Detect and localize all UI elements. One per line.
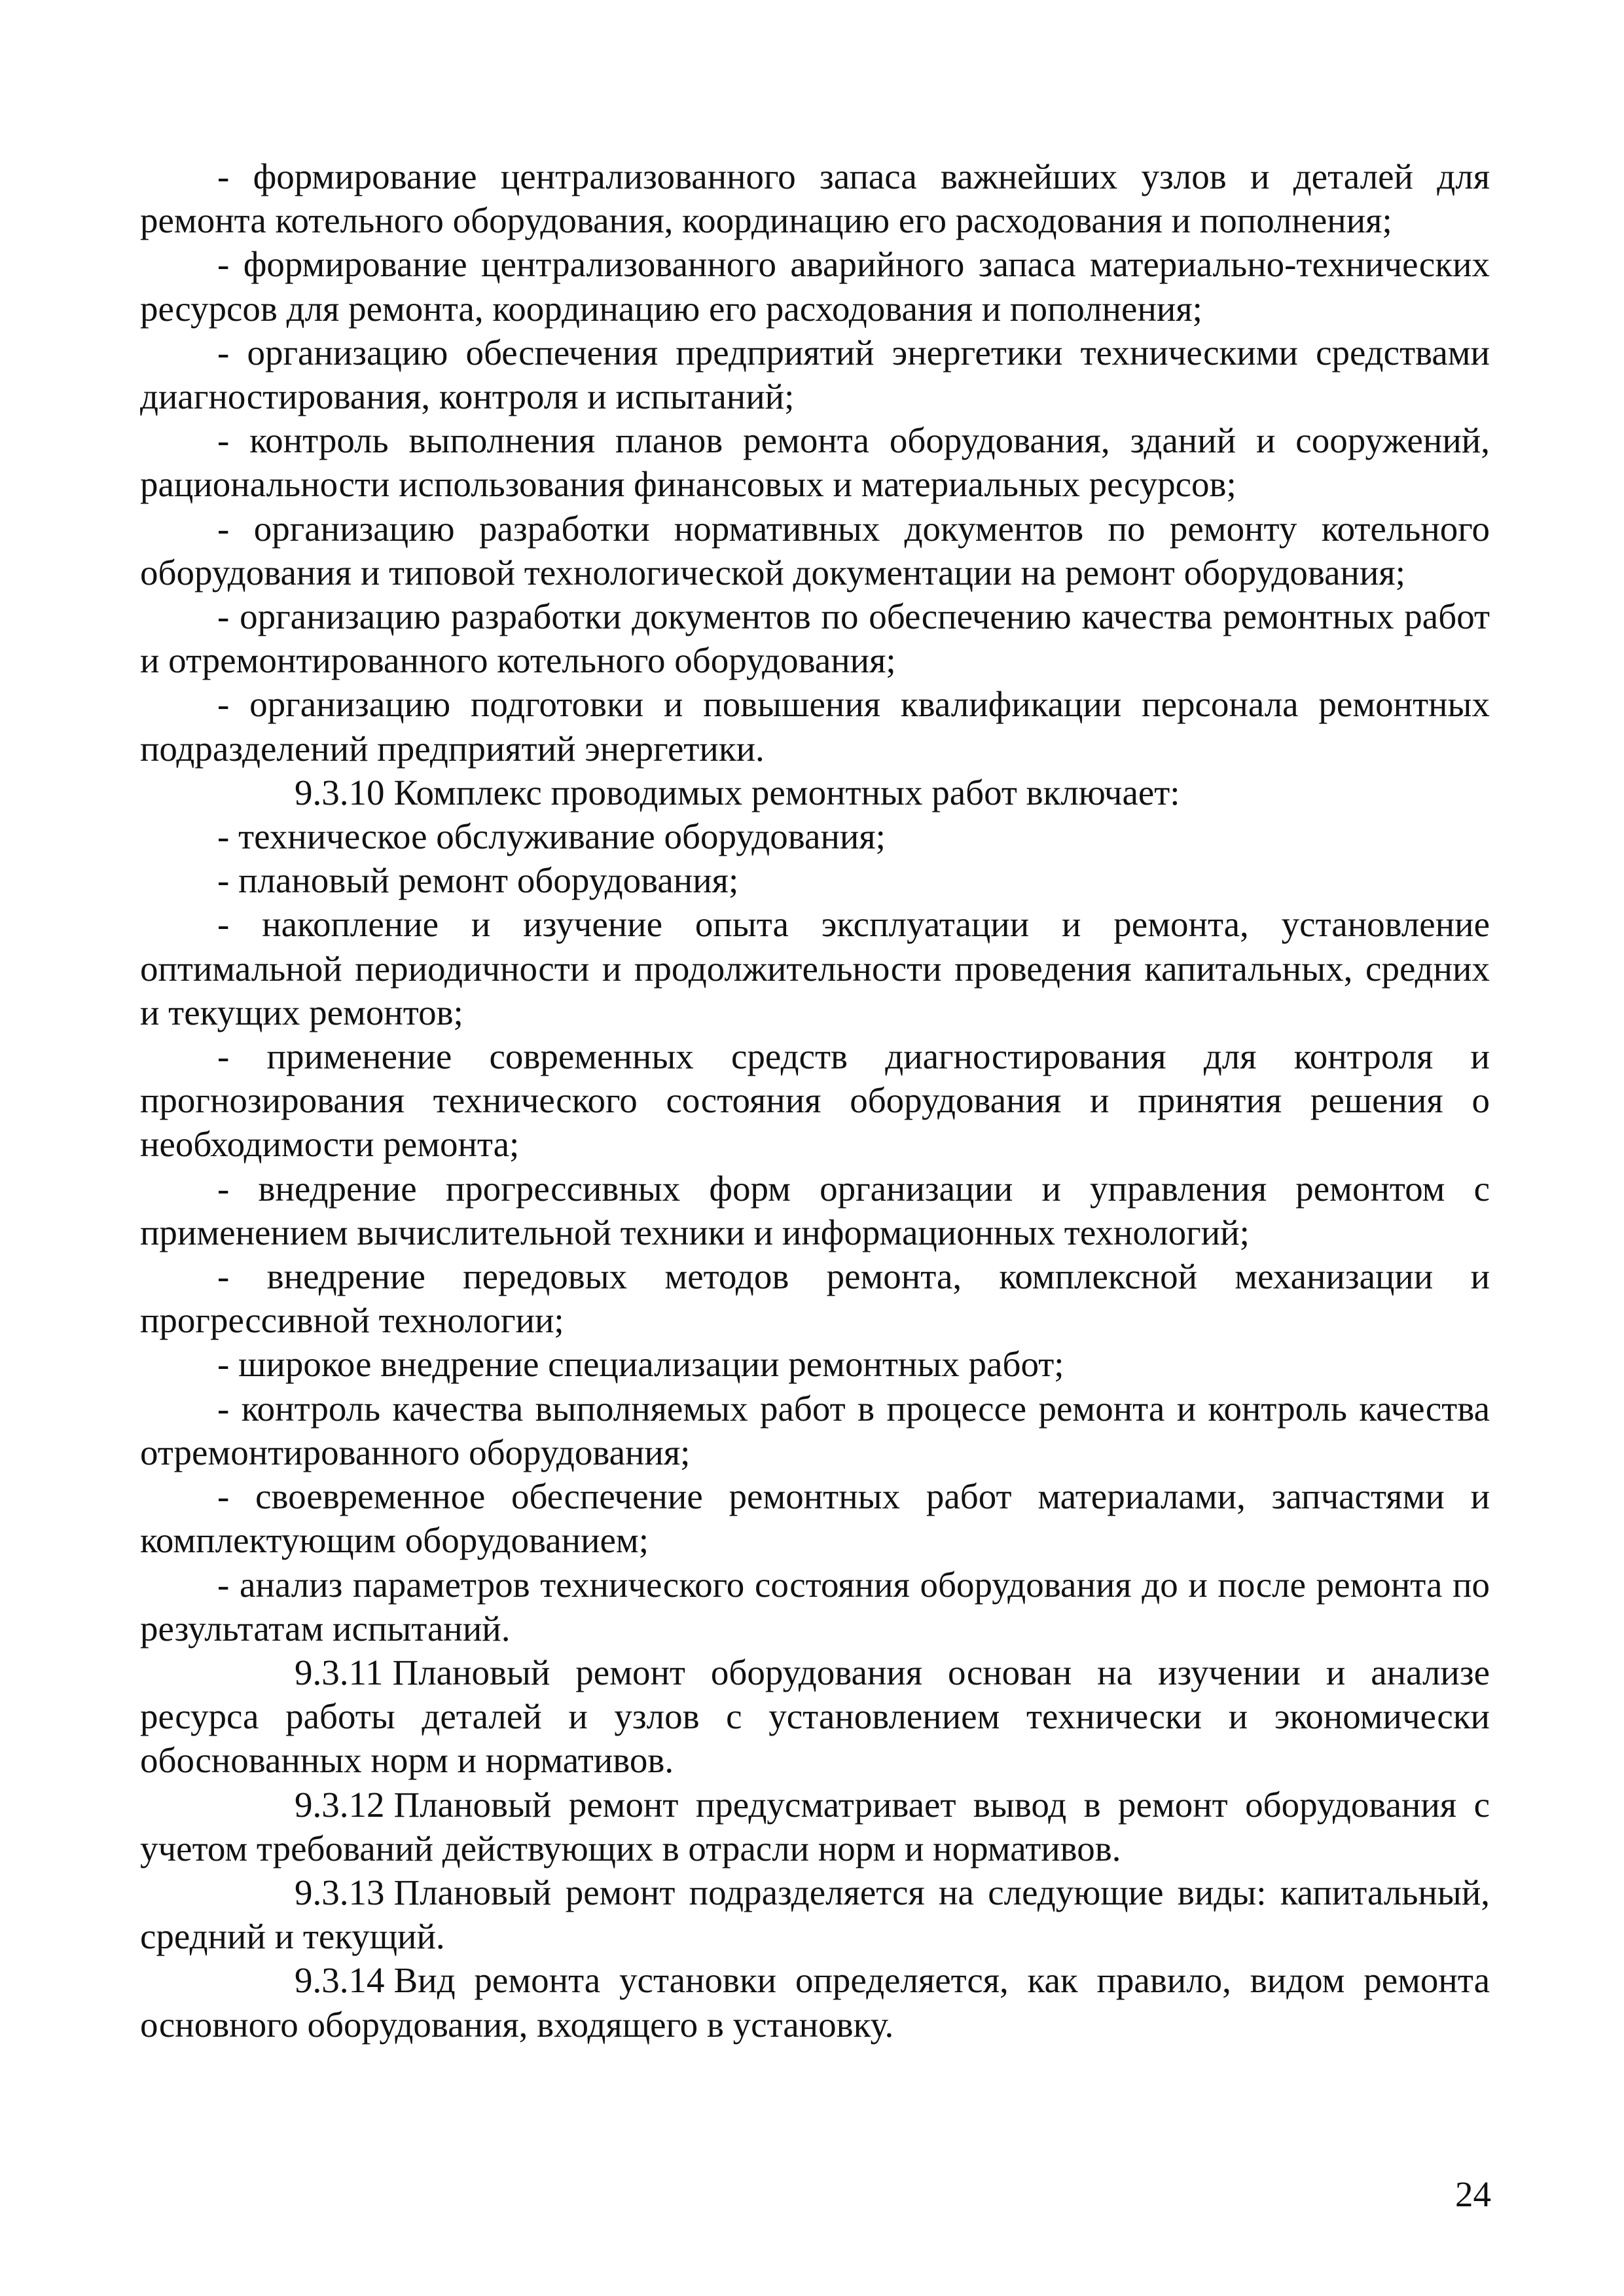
paragraph-text: контроль выполнения планов ремонта оборудования, зданий и сооружений, рациональности использования финансовых и материальных ресурсов; [140,420,1490,505]
section-9-3-10 [140,771,1490,814]
bullet-marker: - [217,1168,230,1209]
bullet-paragraph [140,155,1490,242]
bullet-marker: - [217,860,230,901]
bullet-paragraph [140,331,1490,418]
bullet-paragraph [140,418,1490,506]
bullet-paragraph [140,1254,1490,1342]
paragraph-text: формирование централизованного аварийного запаса материально-технических ресурсов для ремонта, координацию его расходования и пополнения; [140,244,1490,329]
bullet-marker: - [217,596,230,637]
section-number: 9.3.14 [295,1960,385,2001]
bullet-marker: - [217,156,230,196]
paragraph-text: внедрение прогрессивных форм организации и управления ремонтом с применением вычислительной техники и информационных технологий; [140,1168,1490,1252]
bullet-paragraph [140,902,1490,1034]
paragraph-text: Плановый ремонт подразделяется на следующие виды: капитальный, средний и текущий. [140,1872,1490,1957]
section-number: 9.3.11 [295,1652,384,1692]
bullet-marker: - [217,904,230,945]
bullet-marker: - [217,1256,230,1297]
bullet-marker: - [217,1388,230,1429]
bullet-marker: - [217,420,230,461]
page-number: 24 [1455,2174,1491,2214]
paragraph-text: формирование централизованного запаса важнейших узлов и деталей для ремонта котельного оборудования, координацию его расходования и пополнения; [140,156,1490,241]
bullet-paragraph [140,1563,1490,1650]
paragraph-text: накопление и изучение опыта эксплуатации и ремонта, установление оптимальной периодичности и продолжительности проведения капитальных, средних и текущих ремонтов; [140,904,1490,1032]
bullet-marker: - [217,1564,230,1605]
paragraph-text: Комплекс проводимых ремонтных работ включает: [393,772,1180,812]
bullet-paragraph [140,814,1490,858]
bullet-marker: - [217,1036,230,1077]
section-number: 9.3.13 [295,1872,385,1912]
bullet-paragraph [140,1034,1490,1167]
paragraph-text: техническое обслуживание оборудования; [238,816,886,857]
bullet-marker: - [217,332,230,373]
bullet-paragraph [140,242,1490,330]
bullet-paragraph [140,858,1490,902]
section-number: 9.3.12 [295,1784,385,1825]
paragraph-text: Вид ремонта установки определяется, как правило, видом ремонта основного оборудования, входящего в установку. [140,1960,1490,2045]
section-9-3-14 [140,1958,1490,2046]
bullet-paragraph [140,1342,1490,1386]
paragraph-text: внедрение передовых методов ремонта, комплексной механизации и прогрессивной технологии; [140,1256,1490,1341]
section-number: 9.3.10 [295,772,385,812]
bullet-marker: - [217,684,230,725]
bullet-marker: - [217,1344,230,1385]
paragraph-text: организацию разработки документов по обеспечению качества ремонтных работ и отремонтированного котельного оборудования; [140,596,1490,681]
paragraph-text: контроль качества выполняемых работ в процессе ремонта и контроль качества отремонтированного оборудования; [140,1388,1490,1472]
bullet-paragraph [140,1387,1490,1474]
paragraph-text: организацию разработки нормативных документов по ремонту котельного оборудования и типовой технологической документации на ремонт оборудования; [140,508,1490,592]
bullet-marker: - [217,1476,230,1517]
paragraph-text: плановый ремонт оборудования; [238,860,739,901]
paragraph-text: организацию обеспечения предприятий энергетики техническими средствами диагностирования, контроля и испытаний; [140,332,1490,417]
bullet-marker: - [217,816,230,857]
paragraph-text: широкое внедрение специализации ремонтных работ; [238,1344,1064,1385]
bullet-paragraph [140,594,1490,682]
paragraph-text: Плановый ремонт предусматривает вывод в ремонт оборудования с учетом требований действующих в отрасли норм и нормативов. [140,1784,1490,1868]
bullet-paragraph [140,1474,1490,1562]
section-9-3-12 [140,1783,1490,1870]
paragraph-text: применение современных средств диагностирования для контроля и прогнозирования технического состояния оборудования и принятия решения о необходимости ремонта; [140,1036,1490,1165]
bullet-marker: - [217,244,230,285]
section-9-3-13 [140,1870,1490,1958]
bullet-paragraph [140,507,1490,594]
paragraph-text: своевременное обеспечение ремонтных работ материалами, запчастями и комплектующим оборудованием; [140,1476,1490,1561]
document-body [140,155,1490,2047]
paragraph-text: Плановый ремонт оборудования основан на изучении и анализе ресурса работы деталей и узлов с установлением технически и экономически обоснованных норм и нормативов. [140,1652,1490,1781]
bullet-paragraph [140,1167,1490,1254]
paragraph-text: анализ параметров технического состояния оборудования до и после ремонта по результатам испытаний. [140,1564,1490,1649]
bullet-paragraph [140,682,1490,770]
bullet-marker: - [217,508,230,549]
paragraph-text: организацию подготовки и повышения квалификации персонала ремонтных подразделений предприятий энергетики. [140,684,1490,769]
section-9-3-11 [140,1650,1490,1783]
